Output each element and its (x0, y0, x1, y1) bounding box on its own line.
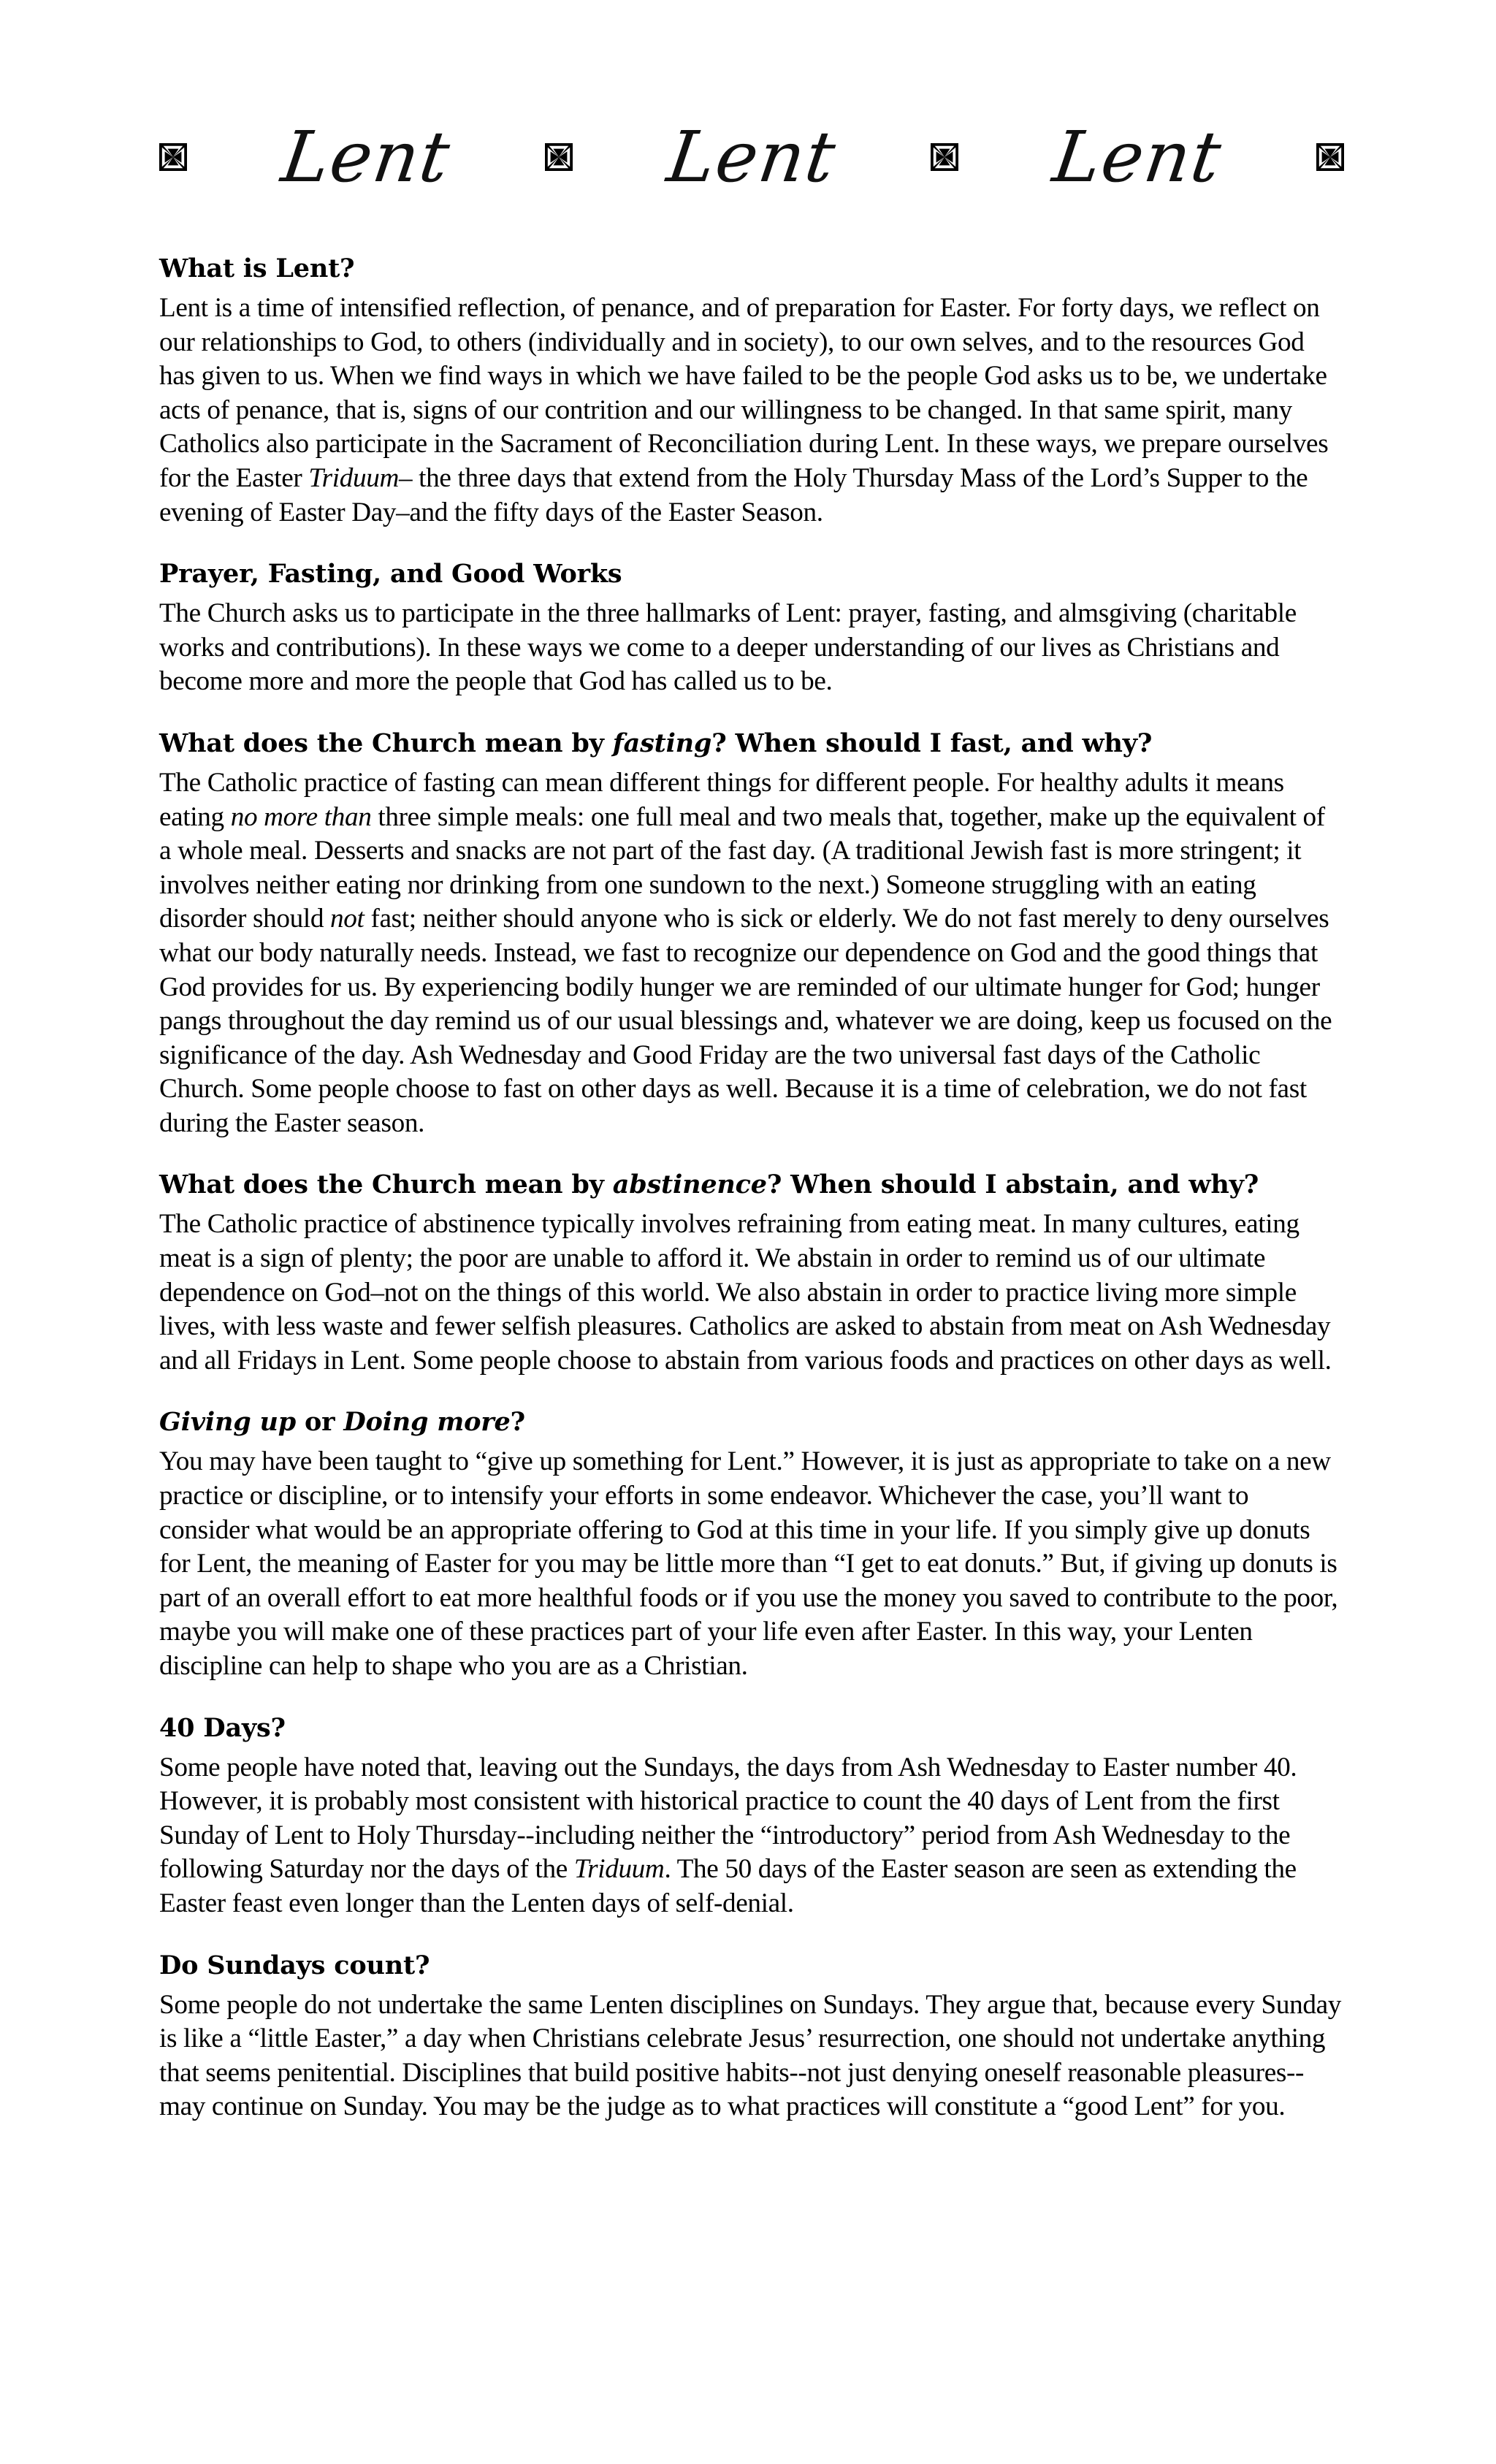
article-body (159, 252, 1343, 2152)
maltese-cross-icon (545, 143, 573, 171)
section-what-is-lent (159, 252, 1343, 530)
section-heading: What does the Church mean by fasting? When should I fast, and why? (159, 728, 1153, 758)
section-heading: Giving up or Doing more? (159, 1407, 525, 1438)
section-40-days (159, 1712, 1343, 1921)
section-heading: What is Lent? (159, 253, 355, 283)
maltese-cross-icon (931, 143, 958, 171)
section-paragraph: Lent is a time of intensified reflection, of penance, and of preparation for Easter. For forty days, we reflect on our relationships to God, to others (individually and in society), to our own selves, and to the resources God has given to us. When we find ways in which we have failed to be the people God asks us to be, we undertake acts of penance, that is, signs of our contrition and our willingness to be changed. In that same spirit, many Catholics also participate in the Sacrament of Reconciliation during Lent. In these ways, we prepare ourselves for the Easter Triduum– the three days that extend from the Holy Thursday Mass of the Lord’s Supper to the evening of Easter Day–and the fifty days of the Easter Season. (159, 293, 1329, 527)
section-heading: Do Sundays count? (159, 1950, 430, 1980)
section-heading: 40 Days? (159, 1712, 286, 1743)
section-heading: Prayer, Fasting, and Good Works (159, 559, 622, 590)
banner-lent-word: Lent (662, 116, 842, 198)
section-paragraph: Some people have noted that, leaving out the Sundays, the days from Ash Wednesday to Easter number 40. However, it is probably most consistent with historical practice to count the 40 days of Lent from the first Sunday of Lent to Holy Thursday--including neither the “introductory” period from Ash Wednesday to the following Saturday nor the days of the Triduum. The 50 days of the Easter season are seen as extending the Easter feast even longer than the Lenten days of self-denial. (159, 1752, 1297, 1918)
maltese-cross-icon (1316, 143, 1344, 171)
section-paragraph: Some people do not undertake the same Lenten disciplines on Sundays. They argue that, because every Sunday is like a “little Easter,” a day when Christians celebrate Jesus’ resurrection, one should not undertake anything that seems penitential. Disciplines that build positive habits--not just denying oneself reasonable pleasures--may continue on Sunday. You may be the judge as to what practices will constitute a “good Lent” for you. (159, 1989, 1341, 2122)
section-abstinence (159, 1168, 1343, 1378)
section-paragraph: The Church asks us to participate in the three hallmarks of Lent: prayer, fasting, and almsgiving (charitable works and contributions). In these ways we come to a deeper understanding of our lives as Christians and become more and more the people that God has called us to be. (159, 598, 1297, 697)
section-paragraph: The Catholic practice of fasting can mean different things for different people. For healthy adults it means eating no more than three simple meals: one full meal and two meals that, together, make up the equivalent of a whole meal. Desserts and snacks are not part of the fast day. (A traditional Jewish fast is more stringent; it involves neither eating nor drinking from one sundown to the next.) Someone struggling with an eating disorder should not fast; neither should anyone who is sick or elderly. We do not fast merely to deny ourselves what our body naturally needs. Instead, we fast to recognize our dependence on God and the good things that God provides for us. By experiencing bodily hunger we are reminded of our ultimate hunger for God; hunger pangs throughout the day remind us of our usual blessings and, whatever we are doing, keep us focused on the significance of the day. Ash Wednesday and Good Friday are the two universal fast days of the Catholic Church. Some people choose to fast on other days as well. Because it is a time of celebration, we do not fast during the Easter season. (159, 767, 1332, 1138)
section-giving-up (159, 1405, 1343, 1683)
section-prayer-fasting (159, 557, 1343, 699)
lent-banner (159, 102, 1344, 212)
section-paragraph: You may have been taught to “give up something for Lent.” However, it is just as appropriate to take on a new practice or discipline, or to intensify your efforts in some endeavor. Whichever the case, you’ll want to consider what would be an appropriate offering to God at this time in your life. If you simply give up donuts for Lent, the meaning of Easter for you may be little more than “I get to eat donuts.” But, if giving up donuts is part of an overall effort to eat more healthful foods or if you use the money you saved to contribute to the poor, maybe you will make one of these practices part of your life even after Easter. In this way, your Lenten discipline can help to shape who you are as a Christian. (159, 1446, 1338, 1681)
section-heading: What does the Church mean by abstinence? When should I abstain, and why? (159, 1170, 1259, 1200)
section-fasting (159, 727, 1343, 1141)
banner-lent-word: Lent (276, 116, 456, 198)
maltese-cross-icon (159, 143, 187, 171)
section-sundays (159, 1949, 1343, 2124)
section-paragraph: The Catholic practice of abstinence typically involves refraining from eating meat. In many cultures, eating meat is a sign of plenty; the poor are unable to afford it. We abstain in order to remind us of our ultimate dependence on God–not on the things of this world. We also abstain in order to practice living more simple lives, with less waste and fewer selfish pleasures. Catholics are asked to abstain from meat on Ash Wednesday and all Fridays in Lent. Some people choose to abstain from various foods and practices on other days as well. (159, 1209, 1332, 1376)
banner-lent-word: Lent (1047, 116, 1227, 198)
